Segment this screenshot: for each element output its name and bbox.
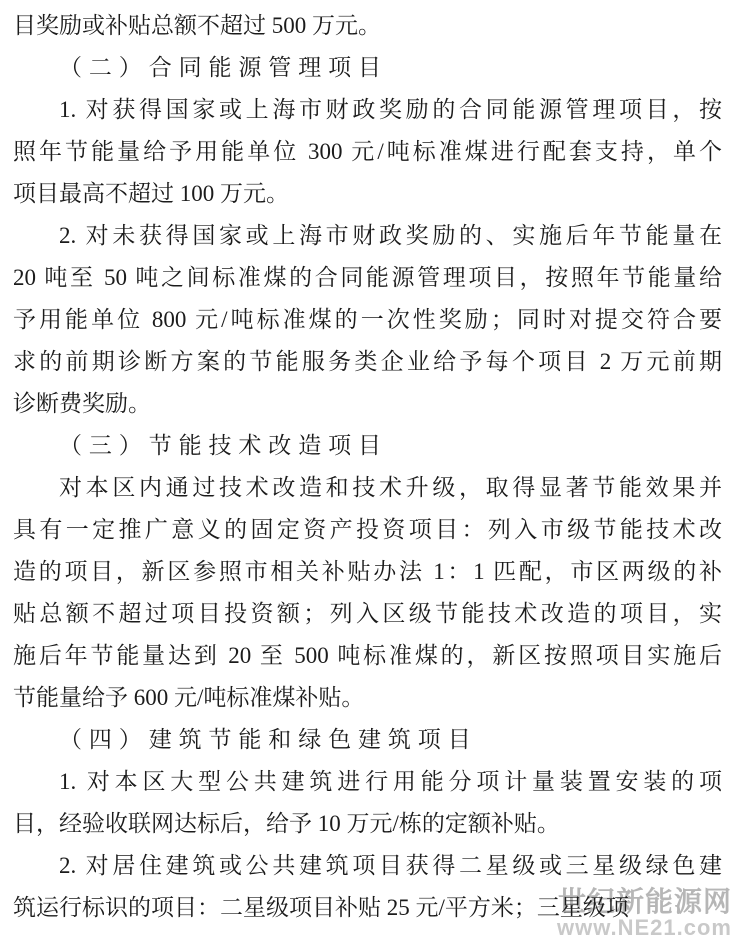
document-line: 具有一定推广意义的固定资产投资项目：列入市级节能技术改 bbox=[13, 517, 722, 542]
section-heading: （四）建筑节能和绿色建筑项目 bbox=[59, 727, 478, 752]
document-line: 筑运行标识的项目：二星级项目补贴 25 元/平方米；三星级项 bbox=[13, 895, 629, 920]
section-heading: （三）节能技术改造项目 bbox=[59, 433, 388, 458]
document-line: 目，经验收联网达标后，给予 10 万元/栋的定额补贴。 bbox=[13, 811, 560, 836]
document-line: 求的前期诊断方案的节能服务类企业给予每个项目 2 万元前期 bbox=[13, 349, 722, 374]
document-line: 对本区内通过技术改造和技术升级，取得显著节能效果并 bbox=[59, 475, 722, 500]
document-line: 施后年节能量达到 20 至 500 吨标准煤的，新区按照项目实施后 bbox=[13, 643, 722, 668]
document-line: 项目最高不超过 100 万元。 bbox=[13, 181, 289, 206]
section-heading: （二）合同能源管理项目 bbox=[59, 55, 388, 80]
document-line: 予用能单位 800 元/吨标准煤的一次性奖励；同时对提交符合要 bbox=[13, 307, 722, 332]
watermark-site-url: www.NE21.com bbox=[556, 914, 732, 940]
document-line: 2. 对未获得国家或上海市财政奖励的、实施后年节能量在 bbox=[59, 223, 722, 248]
document-body bbox=[13, 5, 722, 929]
watermark-site-name: 世纪新能源网 bbox=[557, 885, 732, 917]
document-line: 贴总额不超过项目投资额；列入区级节能技术改造的项目，实 bbox=[13, 601, 722, 626]
document-line: 1. 对获得国家或上海市财政奖励的合同能源管理项目，按 bbox=[59, 97, 722, 122]
document-line: 2. 对居住建筑或公共建筑项目获得二星级或三星级绿色建 bbox=[59, 853, 722, 878]
document-line: 造的项目，新区参照市相关补贴办法 1：1 匹配，市区两级的补 bbox=[13, 559, 722, 584]
document-line: 节能量给予 600 元/吨标准煤补贴。 bbox=[13, 685, 365, 710]
document-line: 1. 对本区大型公共建筑进行用能分项计量装置安装的项 bbox=[59, 769, 722, 794]
document-line: 诊断费奖励。 bbox=[13, 391, 151, 416]
document-line: 照年节能量给予用能单位 300 元/吨标准煤进行配套支持，单个 bbox=[13, 139, 722, 164]
document-line: 目奖励或补贴总额不超过 500 万元。 bbox=[13, 13, 381, 38]
document-line: 20 吨至 50 吨之间标准煤的合同能源管理项目，按照年节能量给 bbox=[13, 265, 722, 290]
